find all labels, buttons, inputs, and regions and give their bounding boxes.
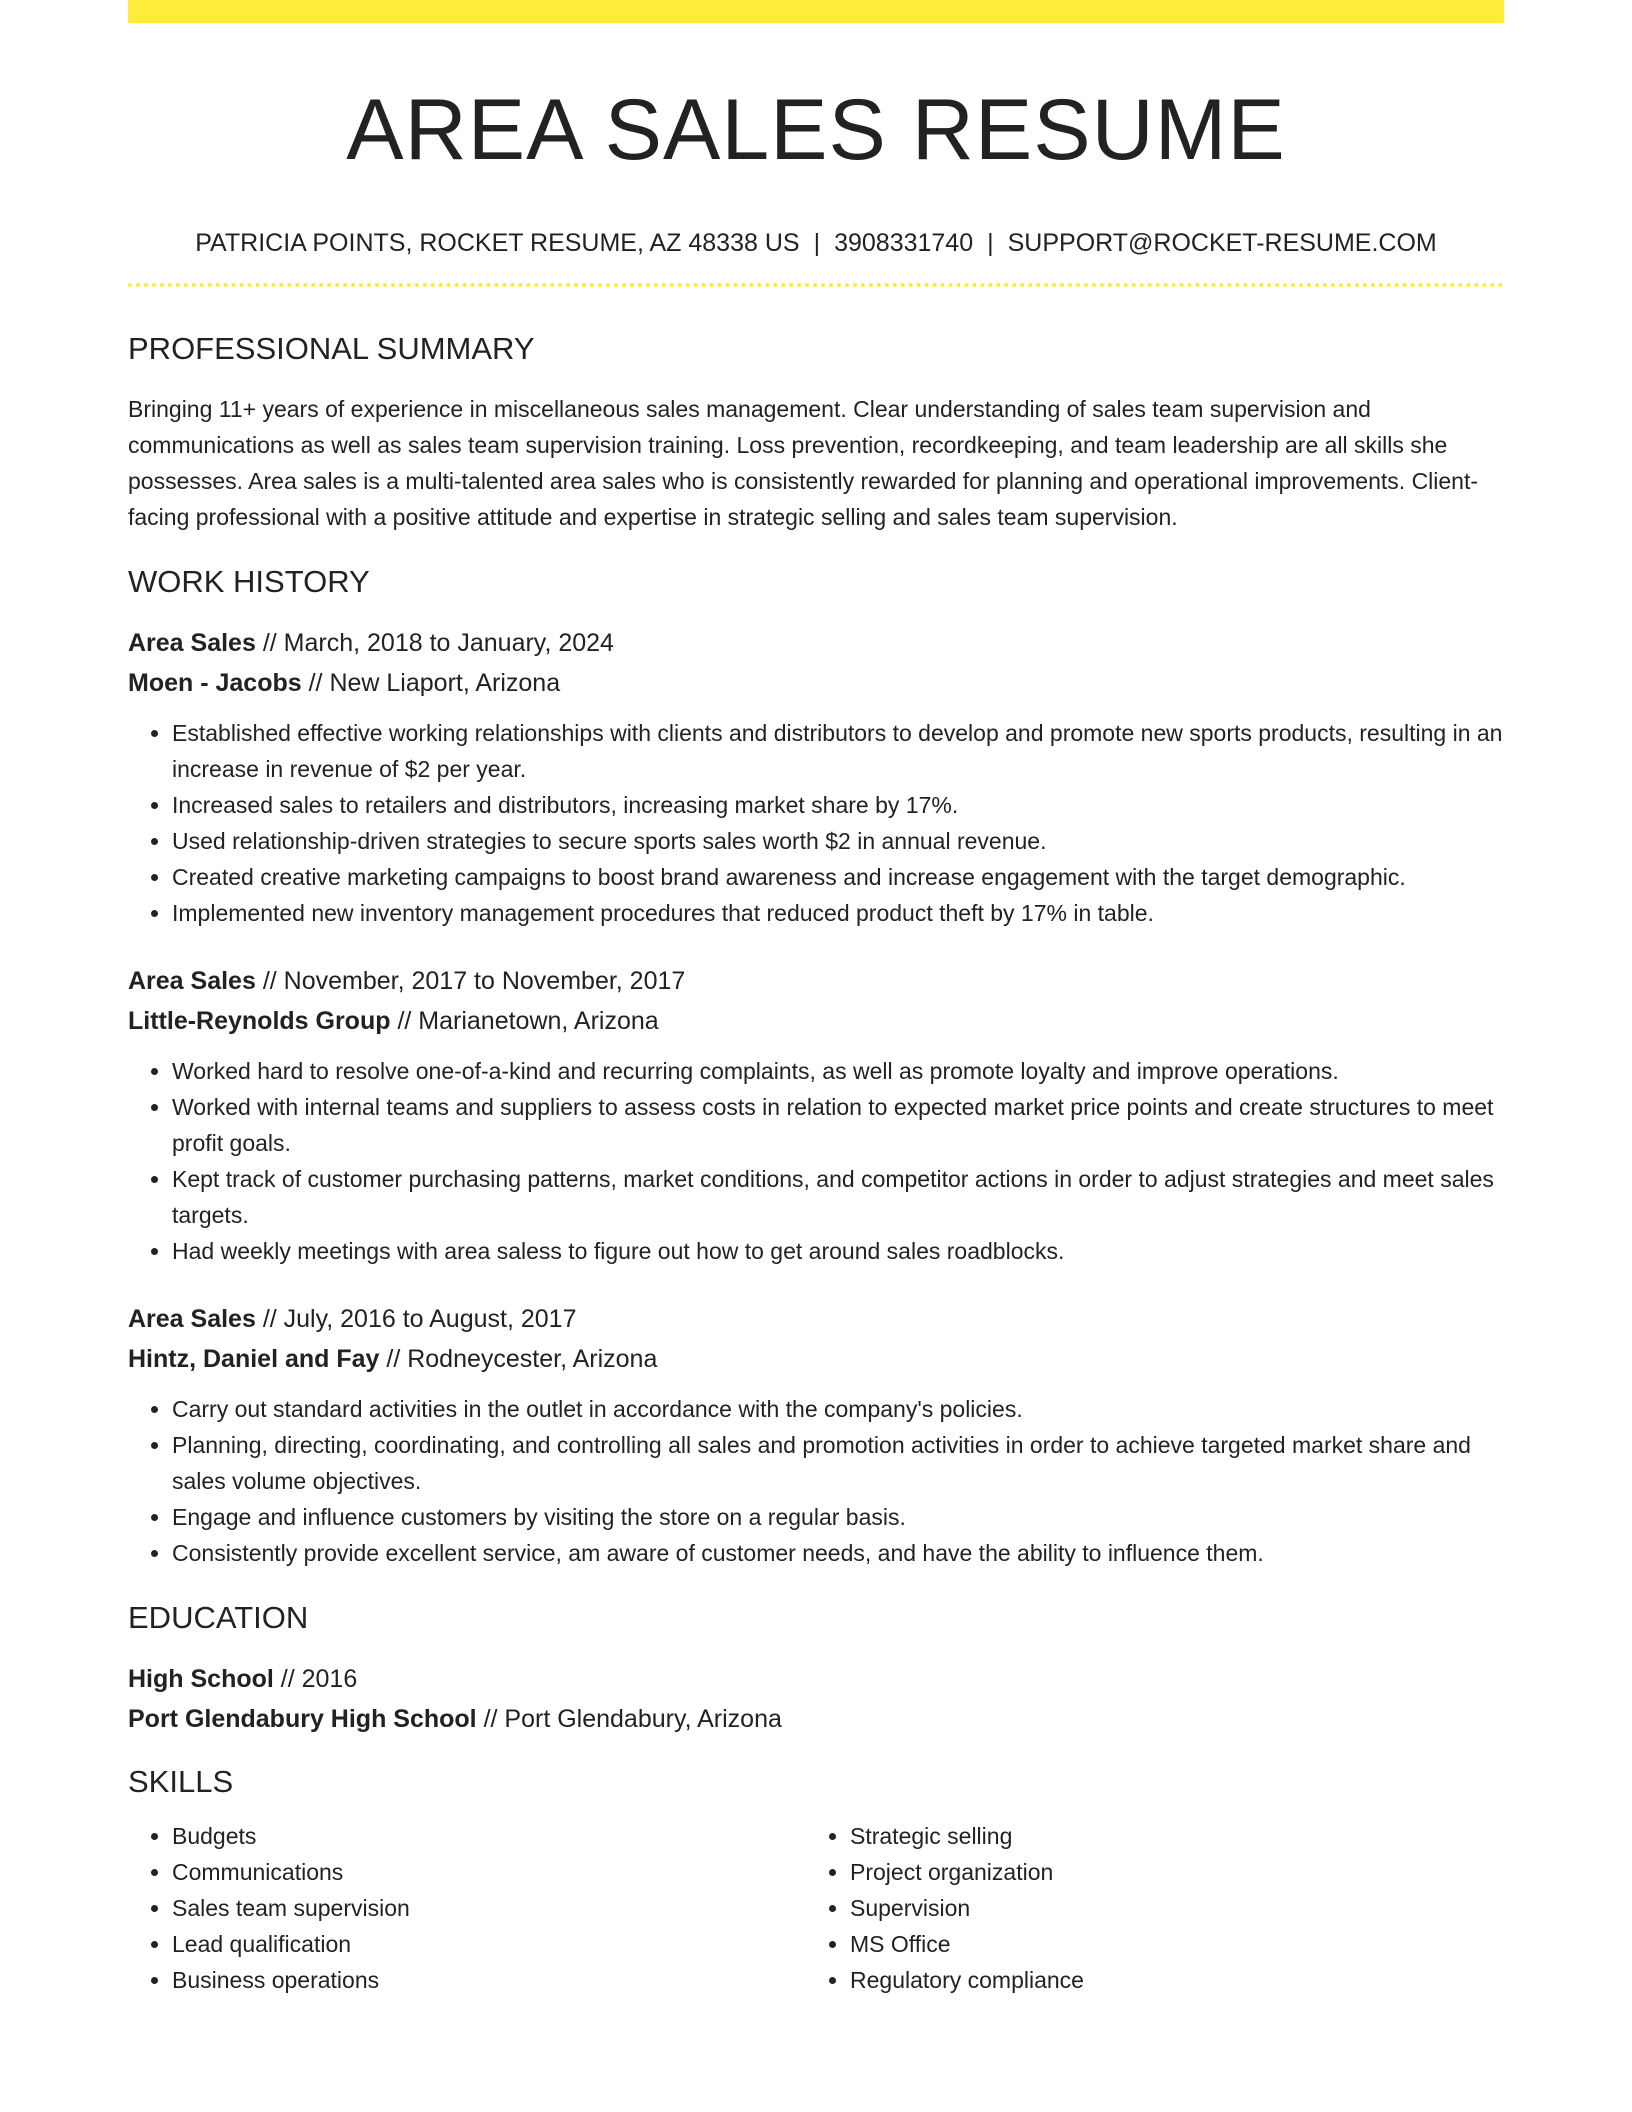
job-duty: • Worked hard to resolve one-of-a-kind and recurring complaints, as well as promote loyalty and improve operations. (172, 1053, 1504, 1089)
job-entry (128, 961, 1504, 1269)
skill-item: • Project organization (850, 1854, 1484, 1890)
skills-list-left (128, 1818, 806, 1998)
job-duties-list (128, 1391, 1504, 1571)
skills-columns (128, 1818, 1504, 1998)
job-duty: • Implemented new inventory management procedures that reduced product theft by 17% in table. (172, 895, 1504, 931)
contact-email: SUPPORT@ROCKET-RESUME.COM (1007, 229, 1437, 257)
skills-heading: SKILLS (128, 1764, 234, 1799)
job-duties-list (128, 1053, 1504, 1269)
job-title-line (128, 961, 1504, 1001)
contact-phone: 3908331740 (834, 229, 974, 257)
education-school: Port Glendabury High School (128, 1705, 477, 1733)
job-title: Area Sales (128, 629, 256, 657)
job-duty: • Planning, directing, coordinating, and controlling all sales and promotion activities in order to achieve targeted market share and sales volume objectives. (172, 1427, 1504, 1499)
job-duty: • Had weekly meetings with area saless to figure out how to get around sales roadblocks. (172, 1233, 1504, 1269)
education-school-line (128, 1699, 1504, 1739)
contact-separator: | (987, 229, 994, 257)
skill-item: • Regulatory compliance (850, 1962, 1484, 1998)
job-duty: • Carry out standard activities in the outlet in accordance with the company's policies. (172, 1391, 1504, 1427)
contact-separator: | (813, 229, 821, 257)
job-location: // New Liaport, Arizona (301, 669, 561, 697)
education-year: // 2016 (273, 1665, 358, 1693)
job-title: Area Sales (128, 1305, 256, 1333)
job-duty: • Consistently provide excellent service, am aware of customer needs, and have the ability to influence them. (172, 1535, 1504, 1571)
education-entry (128, 1659, 1504, 1739)
job-company-line (128, 663, 1504, 703)
job-duty: • Established effective working relationships with clients and distributors to develop and promote new sports products, resulting in an increase in revenue of $2 per year. (172, 715, 1504, 787)
education-heading: EDUCATION (128, 1600, 309, 1635)
resume-content (128, 0, 1504, 1998)
job-company: Moen - Jacobs (128, 669, 302, 697)
job-title: Area Sales (128, 967, 256, 995)
job-duty: • Kept track of customer purchasing patterns, market conditions, and competitor actions in order to adjust strategies and meet sales targets. (172, 1161, 1504, 1233)
skill-item: • Lead qualification (172, 1926, 806, 1962)
job-company-line (128, 1001, 1504, 1041)
job-location: // Marianetown, Arizona (390, 1007, 659, 1035)
summary-text: Bringing 11+ years of experience in miscellaneous sales management. Clear understanding of sales team supervision and communications as well as sales team supervision training. Loss prevention, recordkeeping, and team leadership are all skills she possesses. Area sales is a multi-talented area sales who is consistently rewarded for planning and operational improvements. Client-facing professional with a positive attitude and expertise in strategic selling and sales team supervision. (128, 396, 1479, 530)
job-entry (128, 623, 1504, 931)
education-degree: High School (128, 1665, 274, 1693)
job-dates: // July, 2016 to August, 2017 (255, 1305, 577, 1333)
skill-item: • Budgets (172, 1818, 806, 1854)
header-divider (128, 283, 1504, 287)
work-history-heading: WORK HISTORY (128, 564, 370, 599)
resume-title: AREA SALES RESUME (346, 82, 1286, 178)
skill-item: • Communications (172, 1854, 806, 1890)
job-company: Little-Reynolds Group (128, 1007, 391, 1035)
job-duty: • Engage and influence customers by visiting the store on a regular basis. (172, 1499, 1504, 1535)
skill-item: • MS Office (850, 1926, 1484, 1962)
job-dates: // November, 2017 to November, 2017 (255, 967, 686, 995)
job-duties-list (128, 715, 1504, 931)
job-title-line (128, 1299, 1504, 1339)
job-duty: • Worked with internal teams and suppliers to assess costs in relation to expected market price points and create structures to meet profit goals. (172, 1089, 1504, 1161)
job-title-line (128, 623, 1504, 663)
contact-address: PATRICIA POINTS, ROCKET RESUME, AZ 48338 US (195, 229, 800, 257)
job-location: // Rodneycester, Arizona (379, 1345, 658, 1373)
skill-item: • Business operations (172, 1962, 806, 1998)
skills-list-right (806, 1818, 1484, 1998)
contact-line (128, 228, 1504, 258)
education-location: // Port Glendabury, Arizona (476, 1705, 782, 1733)
education-degree-line (128, 1659, 1504, 1699)
job-company-line (128, 1339, 1504, 1379)
skill-item: • Supervision (850, 1890, 1484, 1926)
job-duty: • Increased sales to retailers and distributors, increasing market share by 17%. (172, 787, 1504, 823)
job-duty: • Created creative marketing campaigns to boost brand awareness and increase engagement with the target demographic. (172, 859, 1504, 895)
job-entry (128, 1299, 1504, 1571)
skill-item: • Strategic selling (850, 1818, 1484, 1854)
summary-heading: PROFESSIONAL SUMMARY (128, 331, 535, 366)
job-duty: • Used relationship-driven strategies to secure sports sales worth $2 in annual revenue. (172, 823, 1504, 859)
job-dates: // March, 2018 to January, 2024 (255, 629, 614, 657)
job-company: Hintz, Daniel and Fay (128, 1345, 380, 1373)
skill-item: • Sales team supervision (172, 1890, 806, 1926)
